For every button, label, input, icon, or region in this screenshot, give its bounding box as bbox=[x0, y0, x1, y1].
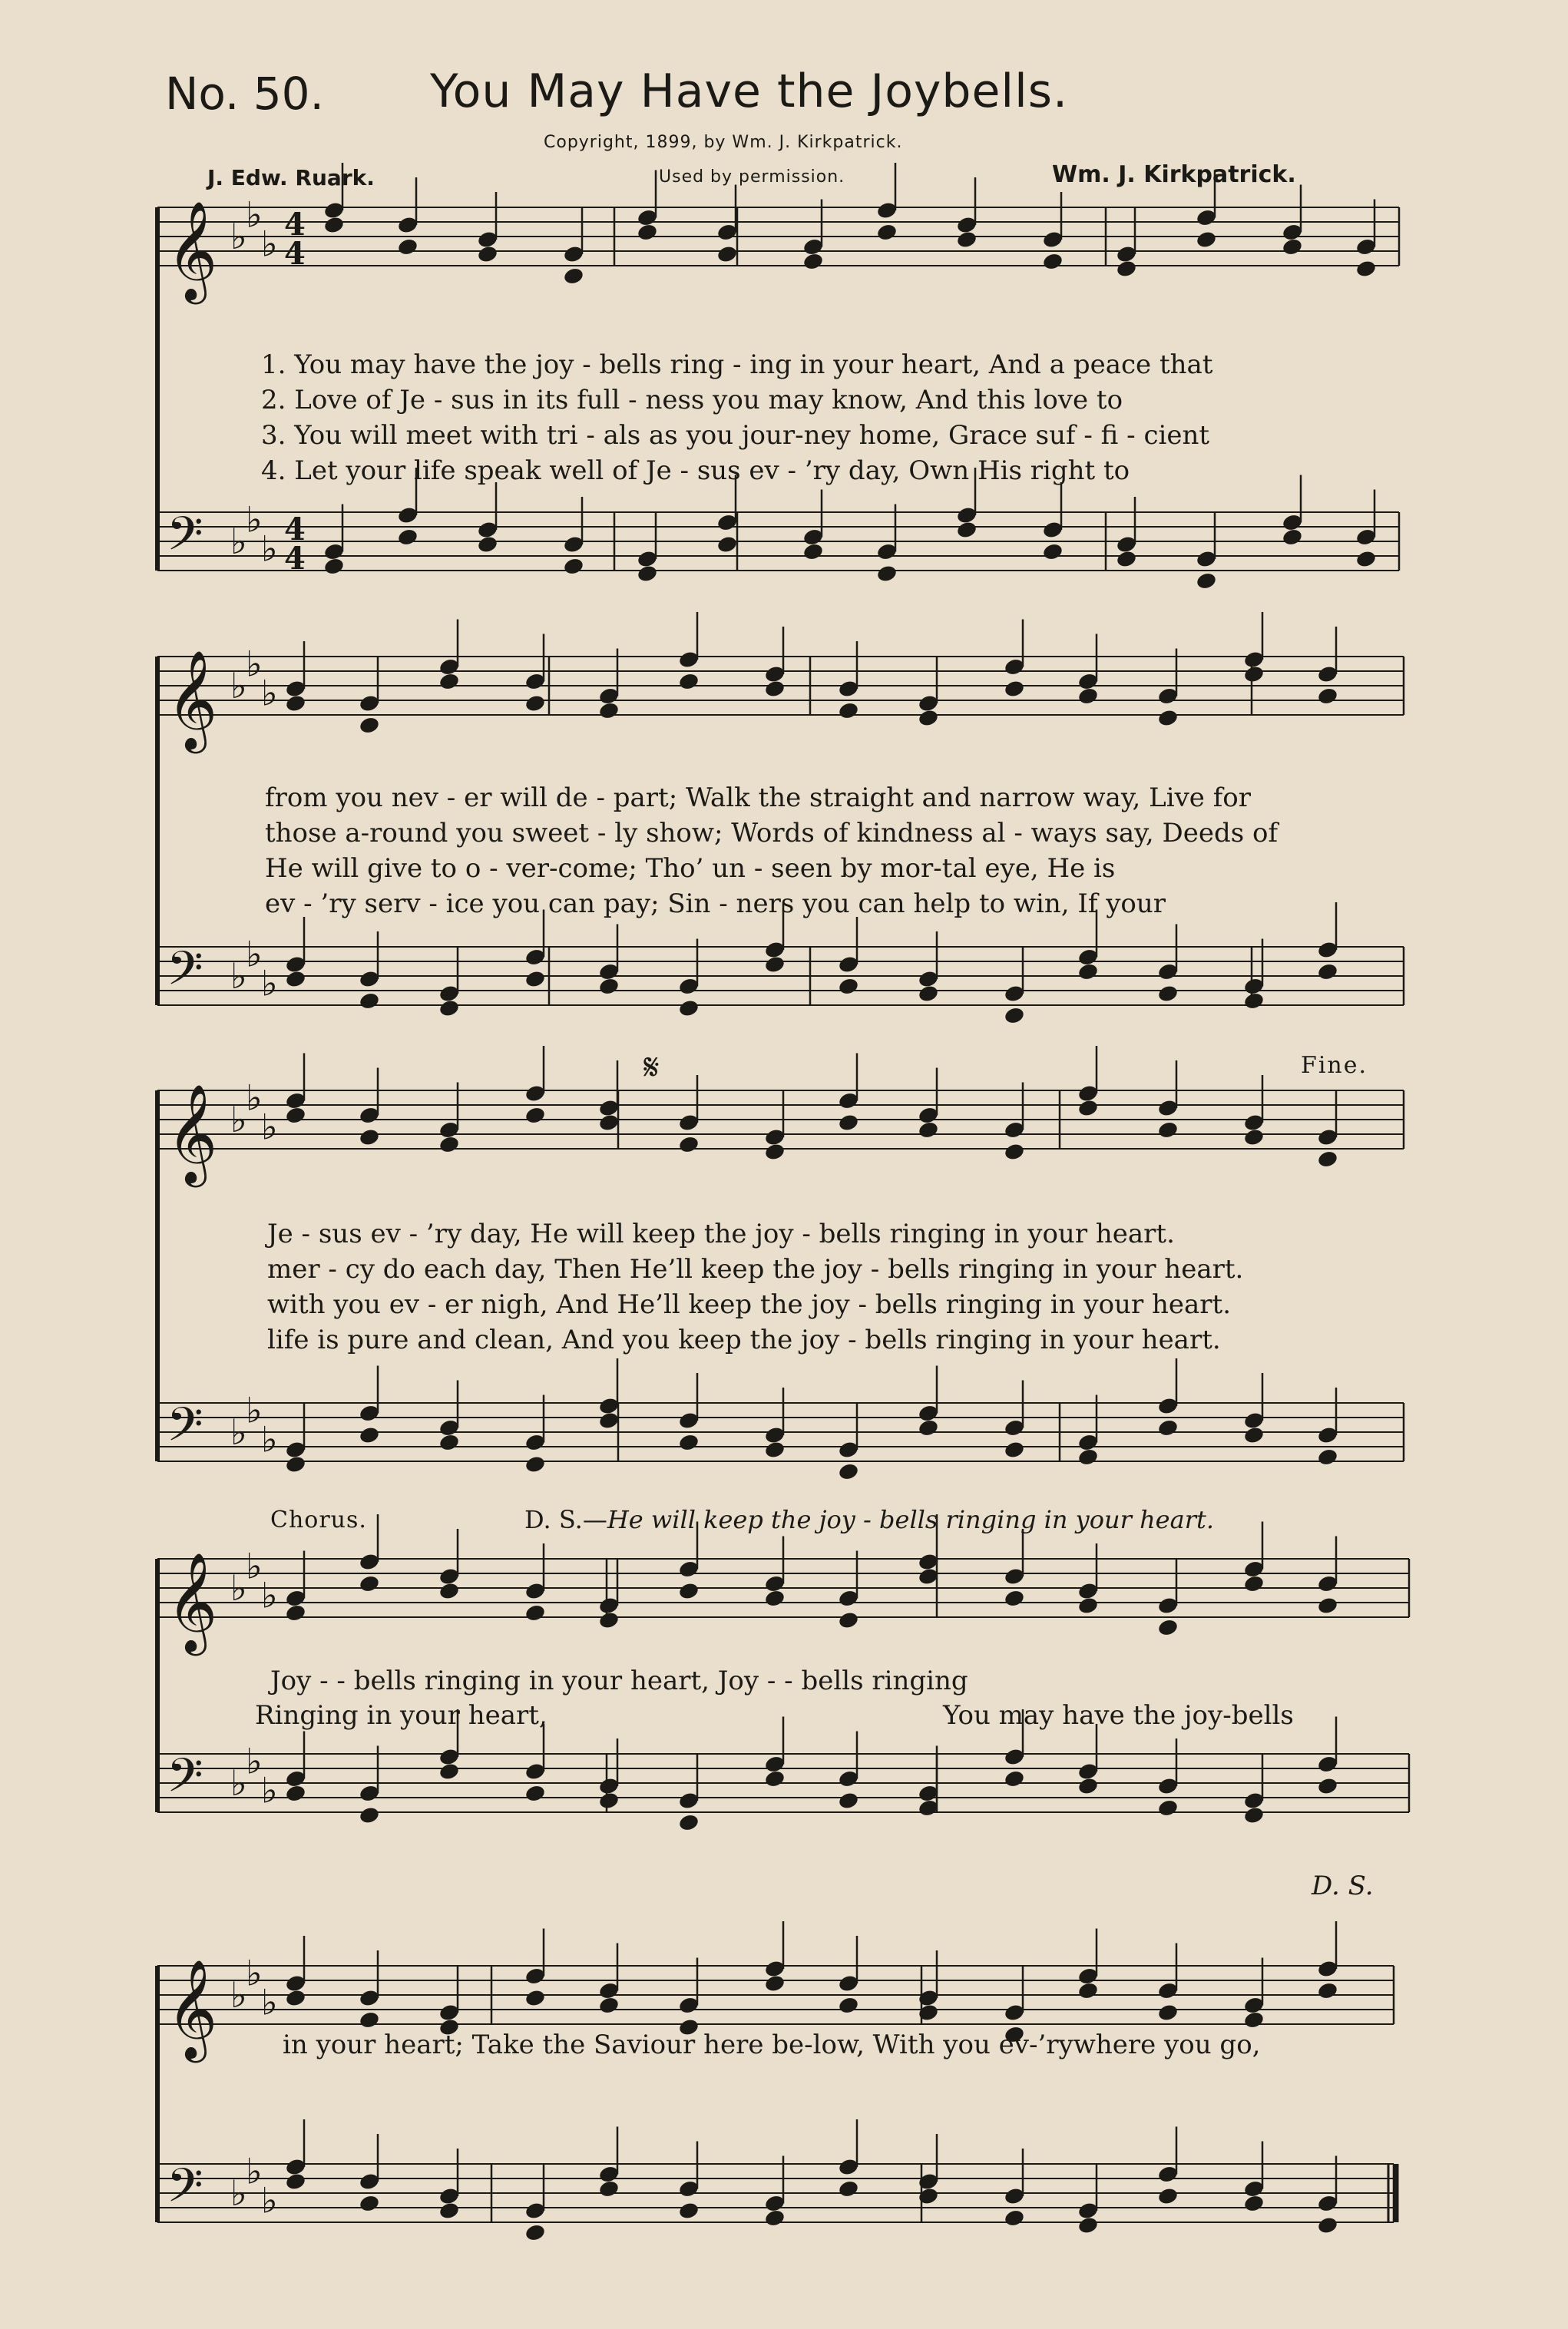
note-head bbox=[285, 1988, 307, 2007]
note-head bbox=[1243, 2194, 1265, 2213]
note-head bbox=[1157, 1418, 1179, 1437]
note-head bbox=[1004, 1589, 1026, 1608]
note-head bbox=[359, 1574, 381, 1593]
note-head bbox=[764, 1142, 786, 1161]
note-head bbox=[1077, 1098, 1100, 1117]
note-head bbox=[764, 2208, 786, 2228]
note-head bbox=[1157, 2003, 1179, 2022]
note-head bbox=[1004, 679, 1026, 698]
flat-sign: ♭ bbox=[230, 2172, 247, 2214]
note-head bbox=[524, 2223, 547, 2242]
verse-1-line: from you nev - er will de - part; Walk the straight and narrow way, Live for bbox=[265, 782, 1252, 813]
note-head bbox=[598, 977, 620, 996]
chorus-line-3: in your heart; Take the Saviour here be-low, With you ev-’rywhere you go, bbox=[283, 2030, 1261, 2060]
flat-sign: ♭ bbox=[230, 1974, 247, 2016]
note-head bbox=[477, 244, 499, 263]
note-head bbox=[285, 1784, 307, 1803]
note-head bbox=[716, 534, 739, 554]
note-head bbox=[438, 2201, 461, 2220]
flat-sign: ♭ bbox=[246, 1389, 263, 1431]
note-head bbox=[359, 716, 381, 735]
note-head bbox=[1317, 1447, 1339, 1467]
note-head bbox=[1077, 1447, 1100, 1467]
verse-2-line: 2. Love of Je - sus in its full - ness you may know, And this love to bbox=[261, 385, 1123, 415]
note-head bbox=[598, 1610, 620, 1629]
note-head bbox=[716, 244, 739, 263]
note-head bbox=[678, 1433, 700, 1452]
copyright-notice: Copyright, 1899, by Wm. J. Kirkpatrick. bbox=[544, 133, 903, 152]
note-head bbox=[1317, 2215, 1339, 2235]
note-head bbox=[1116, 259, 1138, 278]
note-head bbox=[1077, 686, 1100, 706]
note-head bbox=[598, 1113, 620, 1132]
time-signature-top: 4 bbox=[284, 207, 306, 243]
ds-instruction bbox=[524, 1505, 1214, 1534]
flat-sign: ♭ bbox=[230, 665, 247, 706]
bass-clef: 𝄢 bbox=[167, 1398, 203, 1464]
note-head bbox=[397, 237, 419, 256]
note-head bbox=[1243, 1574, 1265, 1593]
bass-clef: 𝄢 bbox=[167, 1748, 203, 1815]
note-head bbox=[397, 528, 419, 547]
flat-sign: ♭ bbox=[246, 1077, 263, 1119]
note-head bbox=[918, 1418, 940, 1437]
note-head bbox=[285, 1106, 307, 1125]
note-head bbox=[838, 1996, 860, 2015]
note-head bbox=[598, 1791, 620, 1810]
note-head bbox=[524, 693, 547, 713]
note-head bbox=[598, 1996, 620, 2015]
hymn-title: You May Have the Joybells. bbox=[430, 65, 1069, 118]
note-head bbox=[1317, 962, 1339, 981]
note-head bbox=[438, 1762, 461, 1781]
note-head bbox=[524, 969, 547, 988]
bass-clef: 𝄢 bbox=[167, 941, 203, 1007]
note-head bbox=[1004, 1142, 1026, 1161]
note-head bbox=[1196, 571, 1218, 591]
flat-sign: ♭ bbox=[230, 1762, 247, 1804]
verse-4-line: ev - ’ry serv - ice you can pay; Sin - ners you can help to win, If your bbox=[265, 888, 1166, 919]
ds-end-marking: D. S. bbox=[1312, 1871, 1374, 1901]
flat-sign: ♭ bbox=[261, 1574, 278, 1616]
note-head bbox=[764, 1589, 786, 1608]
treble-clef: 𝄞 bbox=[167, 1959, 218, 2059]
note-head bbox=[838, 1791, 860, 1810]
verse-lyrics-system-3 bbox=[267, 1216, 1243, 1358]
note-head bbox=[323, 215, 346, 234]
flat-sign: ♭ bbox=[246, 2150, 263, 2192]
verse-lyrics-system-2 bbox=[265, 780, 1278, 921]
flat-sign: ♭ bbox=[261, 528, 278, 570]
treble-clef: 𝄞 bbox=[167, 200, 218, 300]
time-signature-bottom: 4 bbox=[284, 236, 306, 272]
flat-sign: ♭ bbox=[246, 1952, 263, 1994]
note-head bbox=[1077, 962, 1100, 981]
time-signature-top: 4 bbox=[284, 511, 306, 548]
note-head bbox=[956, 230, 978, 249]
note-head bbox=[359, 1127, 381, 1146]
note-head bbox=[838, 701, 860, 720]
note-head bbox=[764, 1440, 786, 1459]
treble-clef: 𝄞 bbox=[167, 650, 218, 749]
chorus-line-2b: You may have the joy-bells bbox=[943, 1700, 1294, 1731]
flat-sign: ♭ bbox=[261, 1769, 278, 1811]
note-head bbox=[918, 1120, 940, 1140]
flat-sign: ♭ bbox=[230, 521, 247, 562]
note-head bbox=[802, 252, 825, 271]
segno-sign: 𝄋 bbox=[643, 1046, 660, 1089]
note-head bbox=[1317, 686, 1339, 706]
note-head bbox=[1243, 1127, 1265, 1146]
bass-clef: 𝄢 bbox=[167, 2159, 203, 2225]
note-head bbox=[359, 1805, 381, 1824]
note-head bbox=[1196, 230, 1218, 249]
verse-2-line: those a-round you sweet - ly show; Words of kindness al - ways say, Deeds of bbox=[265, 818, 1279, 849]
note-head bbox=[764, 1973, 786, 1993]
note-head bbox=[678, 1813, 700, 1832]
note-head bbox=[563, 557, 585, 576]
note-head bbox=[1042, 542, 1064, 561]
note-head bbox=[1077, 1981, 1100, 2000]
note-head bbox=[1157, 1120, 1179, 1140]
fine-marking: Fine. bbox=[1301, 1052, 1368, 1079]
note-head bbox=[1282, 237, 1304, 256]
chorus-line-2a: Ringing in your heart, bbox=[255, 1700, 547, 1731]
note-head bbox=[563, 266, 585, 286]
note-head bbox=[524, 1603, 547, 1623]
flat-sign: ♭ bbox=[261, 1981, 278, 2023]
permission-notice: Used by permission. bbox=[659, 167, 845, 187]
flat-sign: ♭ bbox=[261, 2179, 278, 2221]
note-head bbox=[1355, 259, 1378, 278]
note-head bbox=[764, 679, 786, 698]
flat-sign: ♭ bbox=[230, 216, 247, 257]
note-head bbox=[1243, 1805, 1265, 1824]
flat-sign: ♭ bbox=[230, 1411, 247, 1453]
note-head bbox=[1004, 2208, 1026, 2228]
note-head bbox=[524, 1454, 547, 1474]
note-head bbox=[838, 1462, 860, 1481]
ds-lead: D. S.— bbox=[524, 1505, 607, 1534]
flat-sign: ♭ bbox=[261, 962, 278, 1004]
note-head bbox=[438, 998, 461, 1017]
note-head bbox=[285, 693, 307, 713]
note-head bbox=[598, 701, 620, 720]
treble-clef: 𝄞 bbox=[167, 1552, 218, 1652]
note-head bbox=[1157, 1618, 1179, 1637]
note-head bbox=[438, 672, 461, 691]
hymn-number: No. 50. bbox=[165, 68, 324, 120]
note-head bbox=[285, 1603, 307, 1623]
note-head bbox=[1042, 252, 1064, 271]
note-head bbox=[956, 520, 978, 539]
note-head bbox=[1004, 1769, 1026, 1788]
verse-3-line: He will give to o - ver-come; Tho’ un - seen by mor-tal eye, He is bbox=[265, 853, 1116, 884]
verse-2-line: mer - cy do each day, Then He’ll keep the joy - bells ringing in your heart. bbox=[267, 1254, 1244, 1285]
note-head bbox=[1116, 549, 1138, 568]
note-head bbox=[1317, 1981, 1339, 2000]
bass-clef: 𝄢 bbox=[167, 507, 203, 573]
note-head bbox=[524, 1784, 547, 1803]
note-head bbox=[678, 672, 700, 691]
flat-sign: ♭ bbox=[246, 1740, 263, 1782]
note-head bbox=[1282, 528, 1304, 547]
flat-sign: ♭ bbox=[261, 1106, 278, 1148]
flat-sign: ♭ bbox=[246, 194, 263, 236]
note-head bbox=[524, 1988, 547, 2007]
note-head bbox=[876, 223, 898, 242]
note-head bbox=[477, 534, 499, 554]
flat-sign: ♭ bbox=[230, 1567, 247, 1609]
note-head bbox=[1243, 991, 1265, 1011]
note-head bbox=[359, 991, 381, 1011]
note-head bbox=[764, 1769, 786, 1788]
note-head bbox=[637, 223, 659, 242]
flat-sign: ♭ bbox=[246, 498, 263, 541]
composer: Wm. J. Kirkpatrick. bbox=[1052, 161, 1296, 188]
note-head bbox=[678, 2201, 700, 2220]
note-head bbox=[678, 998, 700, 1017]
note-head bbox=[802, 542, 825, 561]
note-head bbox=[918, 984, 940, 1003]
note-head bbox=[1157, 984, 1179, 1003]
note-head bbox=[1317, 1150, 1339, 1169]
note-head bbox=[678, 1581, 700, 1600]
note-head bbox=[598, 2179, 620, 2198]
note-head bbox=[1157, 1798, 1179, 1818]
note-head bbox=[359, 1425, 381, 1444]
treble-clef: 𝄞 bbox=[167, 1083, 218, 1183]
verse-lyrics-system-1 bbox=[261, 347, 1212, 488]
flat-sign: ♭ bbox=[246, 1545, 263, 1587]
note-head bbox=[1157, 708, 1179, 727]
flat-sign: ♭ bbox=[230, 1099, 247, 1140]
note-head bbox=[876, 564, 898, 583]
verse-1-line: 1. You may have the joy - bells ring - ing in your heart, And a peace that bbox=[261, 349, 1213, 380]
flat-sign: ♭ bbox=[261, 1418, 278, 1461]
note-head bbox=[764, 954, 786, 974]
chorus-line-1: Joy - - bells ringing in your heart, Joy - - bells ringing bbox=[270, 1666, 968, 1696]
verse-1-line: Je - sus ev - ’ry day, He will keep the joy - bells ringing in your heart. bbox=[267, 1219, 1175, 1249]
note-head bbox=[838, 977, 860, 996]
flat-sign: ♭ bbox=[261, 672, 278, 714]
note-head bbox=[637, 564, 659, 583]
note-head bbox=[1077, 1596, 1100, 1615]
note-head bbox=[438, 1581, 461, 1600]
lyricist: J. Edw. Ruark. bbox=[207, 165, 375, 190]
note-head bbox=[1317, 1596, 1339, 1615]
note-head bbox=[438, 1433, 461, 1452]
note-head bbox=[918, 708, 940, 727]
flat-sign: ♭ bbox=[246, 933, 263, 975]
verse-3-line: 3. You will meet with tri - als as you jour-ney home, Grace suf - fi - cient bbox=[261, 420, 1210, 451]
note-head bbox=[1004, 1440, 1026, 1459]
note-head bbox=[285, 2172, 307, 2191]
note-head bbox=[838, 2179, 860, 2198]
verse-4-line: 4. Let your life speak well of Je - sus ev - ’ry day, Own His right to bbox=[261, 455, 1130, 486]
note-head bbox=[359, 2194, 381, 2213]
time-signature-bottom: 4 bbox=[284, 541, 306, 577]
note-head bbox=[1243, 664, 1265, 683]
flat-sign: ♭ bbox=[246, 643, 263, 685]
note-head bbox=[838, 1610, 860, 1629]
note-head bbox=[438, 1135, 461, 1154]
note-head bbox=[285, 1454, 307, 1474]
note-head bbox=[524, 1106, 547, 1125]
flat-sign: ♭ bbox=[261, 223, 278, 265]
note-head bbox=[1157, 2186, 1179, 2205]
note-head bbox=[598, 1411, 620, 1430]
note-head bbox=[678, 1135, 700, 1154]
note-head bbox=[323, 557, 346, 576]
chorus-label: Chorus. bbox=[270, 1507, 367, 1533]
note-head bbox=[1243, 1425, 1265, 1444]
note-head bbox=[838, 1113, 860, 1132]
note-head bbox=[285, 969, 307, 988]
note-head bbox=[1355, 549, 1378, 568]
note-head bbox=[1317, 1776, 1339, 1795]
note-head bbox=[1077, 2215, 1100, 2235]
ds-text: He will keep the joy - bells ringing in your heart. bbox=[607, 1505, 1215, 1534]
verse-3-line: with you ev - er nigh, And He’ll keep the joy - bells ringing in your heart. bbox=[267, 1289, 1232, 1320]
note-head bbox=[1077, 1776, 1100, 1795]
note-head bbox=[1004, 1006, 1026, 1025]
flat-sign: ♭ bbox=[230, 955, 247, 997]
verse-4-line: life is pure and clean, And you keep the joy - bells ringing in your heart. bbox=[267, 1325, 1221, 1355]
